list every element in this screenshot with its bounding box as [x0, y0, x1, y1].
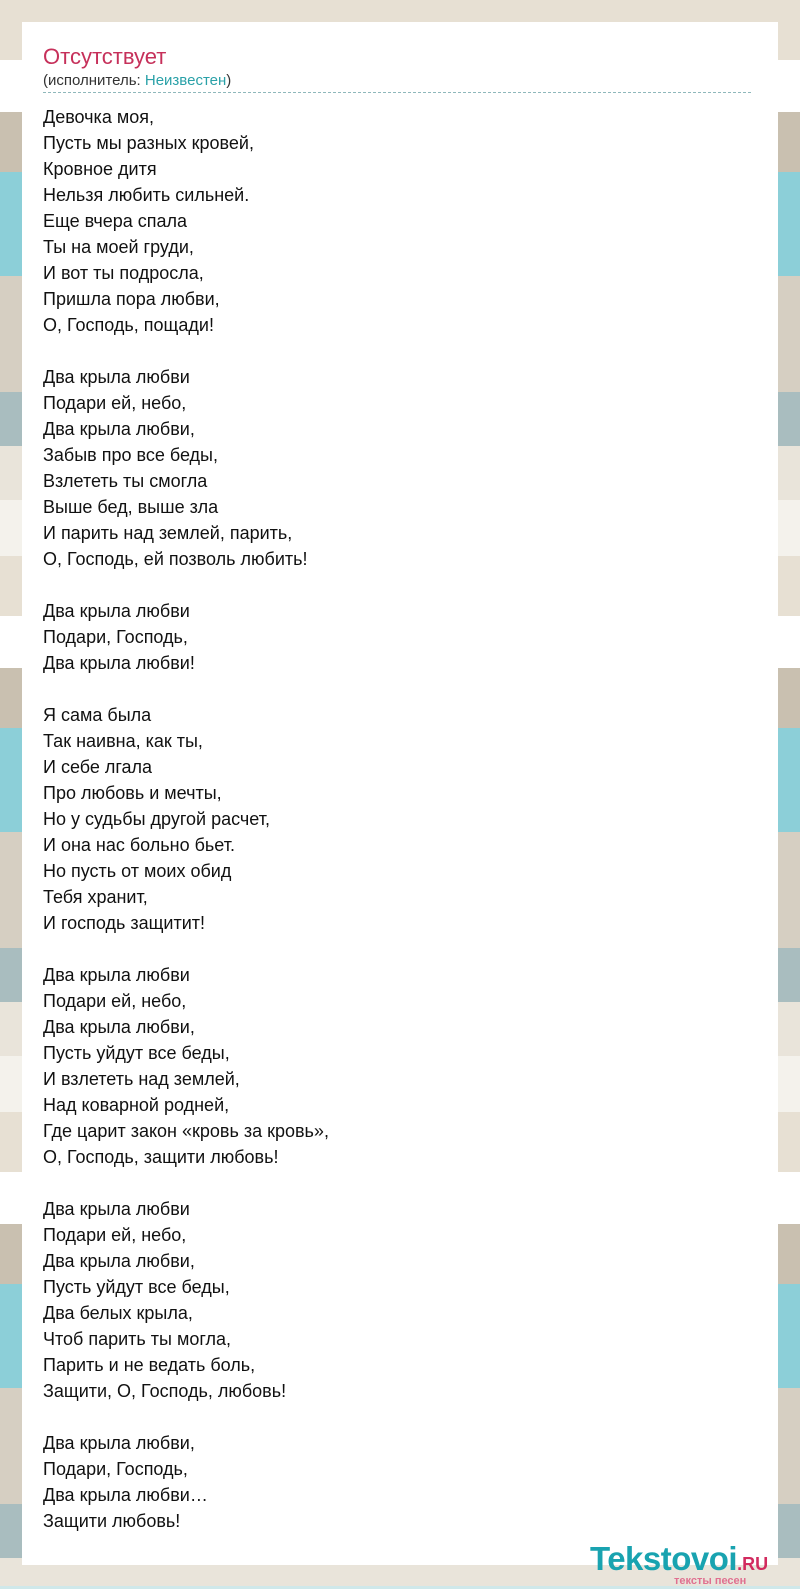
- lyric-line: Над коварной родней,: [43, 1095, 230, 1115]
- lyric-line: Два крыла любви!: [43, 653, 195, 673]
- lyric-line: Кровное дитя: [43, 159, 157, 179]
- lyric-line: Пусть уйдут все беды,: [43, 1277, 230, 1297]
- logo-suffix: .RU: [737, 1554, 769, 1574]
- lyrics-stanza: [43, 702, 743, 936]
- lyric-line: Два крыла любви: [43, 965, 190, 985]
- lyric-line: Я сама была: [43, 705, 152, 725]
- lyrics-stanza: [43, 598, 743, 676]
- lyric-line: Выше бед, выше зла: [43, 497, 219, 517]
- lyric-line: О, Господь, защити любовь!: [43, 1147, 279, 1167]
- lyric-line: Но у судьбы другой расчет,: [43, 809, 270, 829]
- site-logo[interactable]: [590, 1541, 800, 1589]
- lyric-line: И она нас больно бьет.: [43, 835, 235, 855]
- lyric-line: Так наивна, как ты,: [43, 731, 203, 751]
- lyric-line: Взлететь ты смогла: [43, 471, 208, 491]
- lyrics-stanza: [43, 1430, 743, 1534]
- lyric-line: О, Господь, пощади!: [43, 315, 214, 335]
- lyric-line: И себе лгала: [43, 757, 153, 777]
- lyric-line: Пусть мы разных кровей,: [43, 133, 254, 153]
- lyrics-text: [43, 104, 743, 1560]
- lyric-line: Два крыла любви: [43, 1199, 190, 1219]
- lyric-line: Два крыла любви…: [43, 1485, 208, 1505]
- lyric-line: Еще вчера спала: [43, 211, 188, 231]
- lyrics-stanza: [43, 1196, 743, 1404]
- lyric-line: Забыв про все беды,: [43, 445, 218, 465]
- logo-name: Tekstovoi: [590, 1540, 738, 1577]
- lyrics-stanza: [43, 962, 743, 1170]
- lyrics-stanza: [43, 104, 743, 338]
- title-divider: [43, 92, 751, 93]
- lyric-line: Два крыла любви: [43, 367, 190, 387]
- lyric-line: Девочка моя,: [43, 107, 154, 127]
- lyric-line: Подари, Господь,: [43, 1459, 188, 1479]
- lyric-line: Подари ей, небо,: [43, 991, 187, 1011]
- lyric-line: Подари, Господь,: [43, 627, 188, 647]
- lyric-line: Два крыла любви,: [43, 1251, 195, 1271]
- song-title: Отсутствует: [43, 44, 167, 69]
- lyric-line: Парить и не ведать боль,: [43, 1355, 256, 1375]
- lyric-line: Подари ей, небо,: [43, 393, 187, 413]
- lyric-line: И взлететь над землей,: [43, 1069, 240, 1089]
- lyric-line: Защити, О, Господь, любовь!: [43, 1381, 287, 1401]
- lyric-line: Чтоб парить ты могла,: [43, 1329, 232, 1349]
- lyric-line: О, Господь, ей позволь любить!: [43, 549, 308, 569]
- lyrics-stanza: [43, 364, 743, 572]
- lyric-line: Где царит закон «кровь за кровь»,: [43, 1121, 329, 1141]
- artist-prefix: (исполнитель:: [43, 72, 145, 89]
- lyric-line: Подари ей, небо,: [43, 1225, 187, 1245]
- lyric-line: Ты на моей груди,: [43, 237, 194, 257]
- lyric-line: Тебя хранит,: [43, 887, 148, 907]
- song-artist-line: [43, 71, 231, 91]
- lyric-line: Пришла пора любви,: [43, 289, 220, 309]
- lyric-line: И парить над землей, парить,: [43, 523, 293, 543]
- lyric-line: Защити любовь!: [43, 1511, 181, 1531]
- lyric-line: Нельзя любить сильней.: [43, 185, 250, 205]
- artist-link[interactable]: Неизвестен: [144, 72, 227, 89]
- logo-tagline: тексты песен: [674, 1575, 747, 1587]
- lyric-line: Два крыла любви,: [43, 419, 195, 439]
- lyric-line: И вот ты подросла,: [43, 263, 204, 283]
- lyric-line: Про любовь и мечты,: [43, 783, 222, 803]
- lyric-line: Но пусть от моих обид: [43, 861, 232, 881]
- lyric-line: Два белых крыла,: [43, 1303, 193, 1323]
- artist-suffix: ): [226, 72, 232, 89]
- lyric-line: Два крыла любви,: [43, 1017, 195, 1037]
- lyric-line: Пусть уйдут все беды,: [43, 1043, 230, 1063]
- lyric-line: И господь защитит!: [43, 913, 206, 933]
- lyric-line: Два крыла любви,: [43, 1433, 195, 1453]
- lyrics-card: [22, 22, 778, 1587]
- lyric-line: Два крыла любви: [43, 601, 190, 621]
